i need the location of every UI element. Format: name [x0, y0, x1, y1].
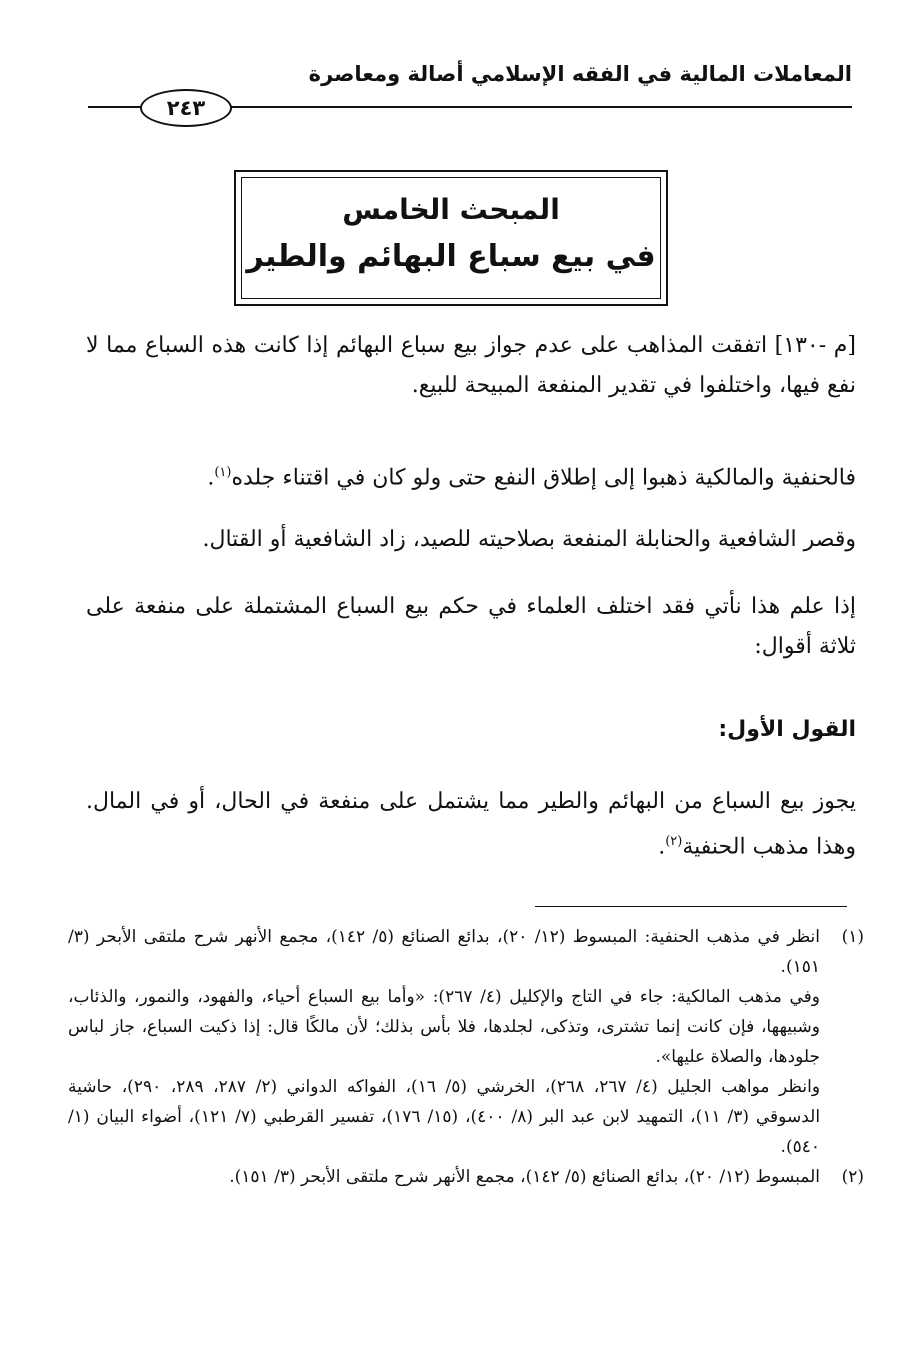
- paragraph-3: [86, 520, 856, 560]
- paragraph-2: [86, 453, 856, 498]
- paragraph-2-text: فالحنفية والمالكية ذهبوا إلى إطلاق النفع حتى ولو كان في اقتناء جلده: [231, 465, 856, 491]
- section-title: المبحث الخامس: [342, 193, 560, 226]
- paragraph-5-text: يجوز بيع السباع من البهائم والطير مما يشتمل على منفعة في الحال، أو في المال. وهذا مذهب الحنفية: [86, 789, 856, 860]
- footnote-ref-2: (٢): [665, 834, 683, 849]
- paragraph-1-text: [م -١٣٠] اتفقت المذاهب على عدم جواز بيع سباع البهائم إذا كانت هذه السباع مما لا نفع فيها، واختلفوا في تقدير المنفعة المبيحة للبيع.: [86, 333, 856, 398]
- running-header-title: المعاملات المالية في الفقه الإسلامي أصالة ومعاصرة: [308, 62, 852, 86]
- paragraph-1: [86, 326, 856, 406]
- footnote-paragraph: المبسوط (١٢/ ٢٠)، بدائع الصنائع (٥/ ١٤٢)، مجمع الأنهر شرح ملتقى الأبحر (٣/ ١٥١).: [229, 1167, 820, 1187]
- section-subtitle: في بيع سباع البهائم والطير: [246, 239, 656, 274]
- footnotes: [68, 922, 864, 1192]
- page-number: ٢٤٣: [140, 89, 232, 127]
- paragraph-5: [86, 782, 856, 867]
- paragraph-3-text: وقصر الشافعية والحنابلة المنفعة بصلاحيته للصيد، زاد الشافعية أو القتال.: [202, 527, 856, 552]
- section-title-inner-frame: [241, 177, 661, 299]
- subheading-block: [86, 710, 856, 750]
- footnote-paragraph: وفي مذهب المالكية: جاء في التاج والإكليل (٤/ ٢٦٧): «وأما بيع السباع أحياء، والفهود، والنمور، والذئاب، وشبيهها، فإن كانت إنما تشترى، وتذكى، لجلدها، فلا بأس بذلك؛ لأن مالكًا قال: إذا ذكيت السباع، جاز لباس جلودها، والصلاة عليها».: [68, 987, 820, 1067]
- footnote-body: [68, 922, 820, 1162]
- footnote-paragraph: انظر في مذهب الحنفية: المبسوط (١٢/ ٢٠)، بدائع الصنائع (٥/ ١٤٢)، مجمع الأنهر شرح ملتقى الأبحر (٣/ ١٥١).: [68, 927, 820, 977]
- footnote-body: [68, 1162, 820, 1192]
- paragraph-4: [86, 587, 856, 667]
- footnote-1: [68, 922, 864, 1162]
- paragraph-5-end: .: [658, 834, 666, 860]
- footnote-paragraph: وانظر مواهب الجليل (٤/ ٢٦٧، ٢٦٨)، الخرشي (٥/ ١٦)، الفواكه الدواني (٢/ ٢٨٧، ٢٨٩، ٢٩٠)، حاشية الدسوقي (٣/ ١١)، التمهيد لابن عبد البر (٨/ ٤٠٠)، (١٥/ ١٧٦)، تفسير القرطبي (٧/ ١٢١)، أضواء البيان (١/ ٥٤٠).: [68, 1077, 821, 1157]
- paragraph-2-end: .: [207, 465, 215, 491]
- subheading-first-opinion: القول الأول:: [718, 717, 856, 742]
- footnote-number: (١): [841, 927, 864, 947]
- footnote-rule: [535, 906, 847, 907]
- footnote-number: (٢): [841, 1167, 864, 1187]
- paragraph-4-text: إذا علم هذا نأتي فقد اختلف العلماء في حكم بيع السباع المشتملة على منفعة على ثلاثة أقوال:: [86, 594, 856, 659]
- footnote-ref-1: (١): [214, 465, 232, 480]
- section-title-frame: [234, 170, 668, 306]
- footnote-2: [68, 1162, 864, 1192]
